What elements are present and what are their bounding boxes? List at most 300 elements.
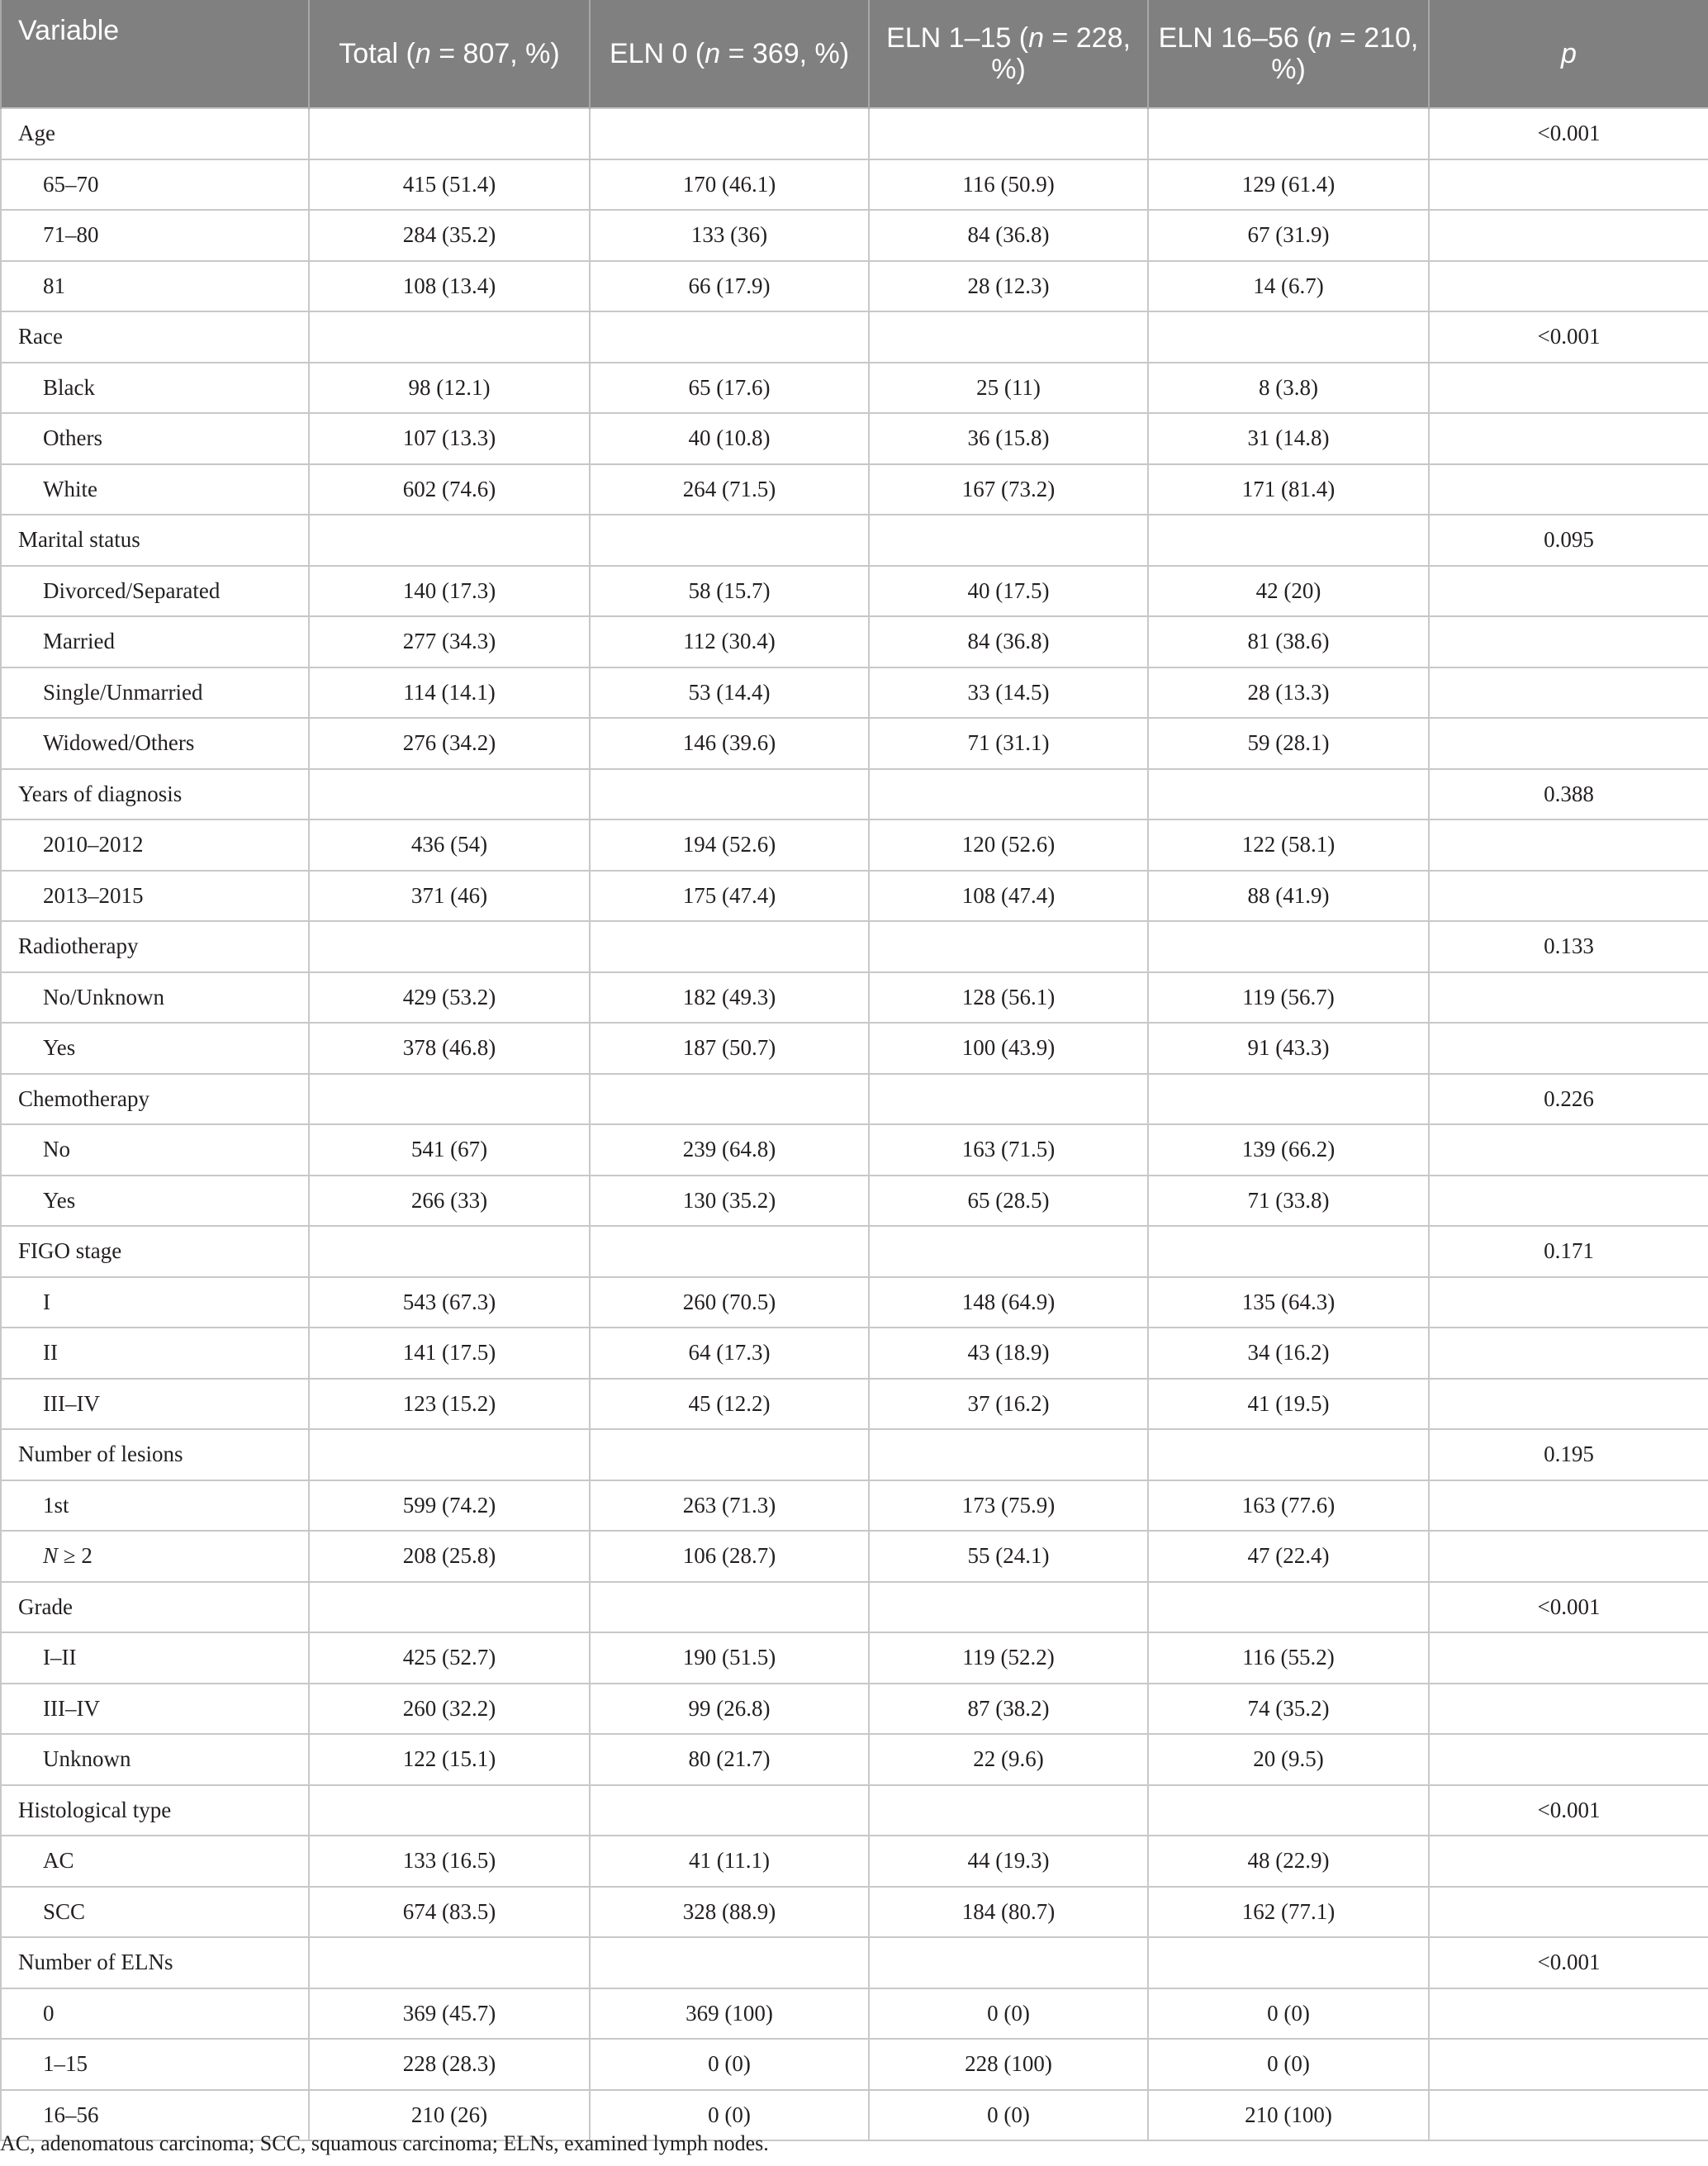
cell-value: 378 (46.8) bbox=[309, 1023, 590, 1074]
header-text: ELN 0 ( bbox=[609, 38, 705, 69]
cell-value: 369 (45.7) bbox=[309, 1988, 590, 2040]
table-row bbox=[1, 1531, 1708, 1582]
cell-value: 120 (52.6) bbox=[869, 819, 1148, 871]
p-value: 0.388 bbox=[1429, 769, 1708, 820]
p-value bbox=[1429, 261, 1708, 312]
row-label: SCC bbox=[1, 1887, 309, 1938]
cell-value: 190 (51.5) bbox=[590, 1632, 869, 1684]
cell-value: 116 (50.9) bbox=[869, 159, 1148, 211]
cell-value bbox=[1148, 769, 1429, 820]
header-italic-text: p bbox=[1561, 38, 1577, 69]
cell-value: 37 (16.2) bbox=[869, 1379, 1148, 1430]
cell-value: 107 (13.3) bbox=[309, 413, 590, 464]
cell-value: 106 (28.7) bbox=[590, 1531, 869, 1582]
row-label: III–IV bbox=[1, 1379, 309, 1430]
row-label: Number of lesions bbox=[1, 1429, 309, 1480]
cell-value bbox=[1148, 1074, 1429, 1125]
cell-value bbox=[309, 311, 590, 363]
row-label: 2013–2015 bbox=[1, 871, 309, 922]
cell-value bbox=[590, 1429, 869, 1480]
table-row bbox=[1, 1836, 1708, 1887]
cell-value: 84 (36.8) bbox=[869, 616, 1148, 667]
cell-value: 31 (14.8) bbox=[1148, 413, 1429, 464]
p-value bbox=[1429, 819, 1708, 871]
table-row bbox=[1, 819, 1708, 871]
p-value bbox=[1429, 1176, 1708, 1227]
table-row bbox=[1, 413, 1708, 464]
row-label: No/Unknown bbox=[1, 972, 309, 1024]
cell-value: 28 (12.3) bbox=[869, 261, 1148, 312]
cell-value: 8 (3.8) bbox=[1148, 363, 1429, 414]
cell-value bbox=[590, 921, 869, 972]
p-value bbox=[1429, 1328, 1708, 1379]
row-label: 65–70 bbox=[1, 159, 309, 211]
cell-value: 277 (34.3) bbox=[309, 616, 590, 667]
row-label: 1st bbox=[1, 1480, 309, 1532]
header-italic-text: n bbox=[1028, 22, 1044, 54]
row-label: Number of ELNs bbox=[1, 1937, 309, 1988]
cell-value: 112 (30.4) bbox=[590, 616, 869, 667]
cell-value: 429 (53.2) bbox=[309, 972, 590, 1024]
p-value bbox=[1429, 2039, 1708, 2090]
cell-value: 276 (34.2) bbox=[309, 718, 590, 769]
column-header-0 bbox=[1, 0, 309, 108]
cell-value: 43 (18.9) bbox=[869, 1328, 1148, 1379]
p-value: <0.001 bbox=[1429, 1582, 1708, 1633]
table-row bbox=[1, 1176, 1708, 1227]
cell-value bbox=[590, 1937, 869, 1988]
p-value bbox=[1429, 972, 1708, 1024]
column-header-5 bbox=[1429, 0, 1708, 108]
group-row bbox=[1, 1226, 1708, 1277]
cell-value bbox=[869, 1226, 1148, 1277]
group-row bbox=[1, 1429, 1708, 1480]
row-label: Married bbox=[1, 616, 309, 667]
cell-value bbox=[309, 1226, 590, 1277]
table-header bbox=[1, 0, 1708, 108]
header-italic-text: n bbox=[415, 38, 431, 69]
p-value bbox=[1429, 718, 1708, 769]
cell-value: 119 (56.7) bbox=[1148, 972, 1429, 1024]
cell-value: 602 (74.6) bbox=[309, 464, 590, 515]
header-text-suffix: = 807, %) bbox=[430, 38, 560, 69]
p-value: 0.226 bbox=[1429, 1074, 1708, 1125]
cell-value: 284 (35.2) bbox=[309, 210, 590, 261]
cell-value: 40 (17.5) bbox=[869, 566, 1148, 617]
p-value bbox=[1429, 616, 1708, 667]
row-label: No bbox=[1, 1124, 309, 1176]
cell-value bbox=[1148, 1785, 1429, 1836]
cell-value: 210 (100) bbox=[1148, 2090, 1429, 2141]
cell-value bbox=[869, 769, 1148, 820]
cell-value: 87 (38.2) bbox=[869, 1684, 1148, 1735]
group-row bbox=[1, 921, 1708, 972]
cell-value: 208 (25.8) bbox=[309, 1531, 590, 1582]
cell-value: 228 (100) bbox=[869, 2039, 1148, 2090]
header-row bbox=[1, 0, 1708, 108]
row-label: Yes bbox=[1, 1176, 309, 1227]
cell-value bbox=[1148, 1429, 1429, 1480]
cell-value: 0 (0) bbox=[590, 2039, 869, 2090]
p-value bbox=[1429, 667, 1708, 719]
cell-value: 20 (9.5) bbox=[1148, 1734, 1429, 1785]
cell-value: 108 (47.4) bbox=[869, 871, 1148, 922]
cell-value: 44 (19.3) bbox=[869, 1836, 1148, 1887]
cell-value: 80 (21.7) bbox=[590, 1734, 869, 1785]
row-label: Single/Unmarried bbox=[1, 667, 309, 719]
cell-value: 41 (19.5) bbox=[1148, 1379, 1429, 1430]
cell-value: 53 (14.4) bbox=[590, 667, 869, 719]
cell-value bbox=[309, 1074, 590, 1125]
p-value: <0.001 bbox=[1429, 108, 1708, 159]
header-italic-text: n bbox=[705, 38, 721, 69]
header-text-suffix: = 228, %) bbox=[991, 22, 1131, 85]
table-row bbox=[1, 1379, 1708, 1430]
cell-value: 108 (13.4) bbox=[309, 261, 590, 312]
cell-value: 674 (83.5) bbox=[309, 1887, 590, 1938]
cell-value bbox=[1148, 921, 1429, 972]
row-label: Black bbox=[1, 363, 309, 414]
row-label: 2010–2012 bbox=[1, 819, 309, 871]
header-text-suffix: = 210, %) bbox=[1271, 22, 1419, 85]
cell-value: 100 (43.9) bbox=[869, 1023, 1148, 1074]
group-row bbox=[1, 311, 1708, 363]
cell-value: 123 (15.2) bbox=[309, 1379, 590, 1430]
cell-value: 116 (55.2) bbox=[1148, 1632, 1429, 1684]
row-label: Age bbox=[1, 108, 309, 159]
cell-value: 128 (56.1) bbox=[869, 972, 1148, 1024]
cell-value: 133 (36) bbox=[590, 210, 869, 261]
p-value bbox=[1429, 210, 1708, 261]
cell-value: 260 (32.2) bbox=[309, 1684, 590, 1735]
cell-value: 173 (75.9) bbox=[869, 1480, 1148, 1532]
table-row bbox=[1, 363, 1708, 414]
cell-value: 114 (14.1) bbox=[309, 667, 590, 719]
row-label: Race bbox=[1, 311, 309, 363]
p-value bbox=[1429, 2090, 1708, 2141]
cell-value: 65 (28.5) bbox=[869, 1176, 1148, 1227]
cell-value: 369 (100) bbox=[590, 1988, 869, 2040]
table-row bbox=[1, 1734, 1708, 1785]
cell-value bbox=[309, 1785, 590, 1836]
cell-value bbox=[869, 1429, 1148, 1480]
cell-value: 239 (64.8) bbox=[590, 1124, 869, 1176]
cell-value: 41 (11.1) bbox=[590, 1836, 869, 1887]
cell-value bbox=[309, 515, 590, 566]
p-value bbox=[1429, 1632, 1708, 1684]
cell-value: 135 (64.3) bbox=[1148, 1277, 1429, 1328]
table-footnote: AC, adenomatous carcinoma; SCC, squamous carcinoma; ELNs, examined lymph nodes. bbox=[0, 2131, 769, 2155]
header-text: ELN 16–56 ( bbox=[1158, 22, 1317, 54]
row-label: White bbox=[1, 464, 309, 515]
cell-value bbox=[869, 515, 1148, 566]
cell-value: 25 (11) bbox=[869, 363, 1148, 414]
cell-value bbox=[590, 311, 869, 363]
cell-value bbox=[590, 515, 869, 566]
p-value bbox=[1429, 1480, 1708, 1532]
cell-value: 14 (6.7) bbox=[1148, 261, 1429, 312]
cell-value: 328 (88.9) bbox=[590, 1887, 869, 1938]
cell-value bbox=[309, 1429, 590, 1480]
column-header-1 bbox=[309, 0, 590, 108]
cell-value: 371 (46) bbox=[309, 871, 590, 922]
header-text-suffix: = 369, %) bbox=[720, 38, 850, 69]
cell-value: 45 (12.2) bbox=[590, 1379, 869, 1430]
cell-value: 175 (47.4) bbox=[590, 871, 869, 922]
cell-value: 22 (9.6) bbox=[869, 1734, 1148, 1785]
column-header-3 bbox=[869, 0, 1148, 108]
cell-value: 58 (15.7) bbox=[590, 566, 869, 617]
cell-value bbox=[1148, 108, 1429, 159]
cell-value bbox=[1148, 515, 1429, 566]
cell-value bbox=[590, 1226, 869, 1277]
header-text: Variable bbox=[18, 15, 120, 46]
cell-value: 67 (31.9) bbox=[1148, 210, 1429, 261]
cell-value bbox=[309, 108, 590, 159]
cell-value bbox=[590, 769, 869, 820]
cell-value: 0 (0) bbox=[590, 2090, 869, 2141]
cell-value: 543 (67.3) bbox=[309, 1277, 590, 1328]
cell-value: 541 (67) bbox=[309, 1124, 590, 1176]
p-value bbox=[1429, 1023, 1708, 1074]
cell-value: 415 (51.4) bbox=[309, 159, 590, 211]
cell-value: 71 (33.8) bbox=[1148, 1176, 1429, 1227]
p-value bbox=[1429, 1531, 1708, 1582]
cell-value: 99 (26.8) bbox=[590, 1684, 869, 1735]
cell-value: 162 (77.1) bbox=[1148, 1887, 1429, 1938]
p-value bbox=[1429, 871, 1708, 922]
cell-value: 167 (73.2) bbox=[869, 464, 1148, 515]
cell-value: 119 (52.2) bbox=[869, 1632, 1148, 1684]
cell-value: 0 (0) bbox=[1148, 1988, 1429, 2040]
p-value bbox=[1429, 1836, 1708, 1887]
cell-value: 140 (17.3) bbox=[309, 566, 590, 617]
table-row bbox=[1, 464, 1708, 515]
table-row bbox=[1, 1988, 1708, 2040]
group-row bbox=[1, 1937, 1708, 1988]
p-value: 0.171 bbox=[1429, 1226, 1708, 1277]
p-value bbox=[1429, 1277, 1708, 1328]
row-label: Unknown bbox=[1, 1734, 309, 1785]
cell-value: 436 (54) bbox=[309, 819, 590, 871]
table-row bbox=[1, 871, 1708, 922]
cell-value: 129 (61.4) bbox=[1148, 159, 1429, 211]
row-label-italic: N bbox=[43, 1543, 59, 1569]
cell-value: 71 (31.1) bbox=[869, 718, 1148, 769]
row-label: Widowed/Others bbox=[1, 718, 309, 769]
cell-value: 130 (35.2) bbox=[590, 1176, 869, 1227]
group-row bbox=[1, 1074, 1708, 1125]
p-value: 0.133 bbox=[1429, 921, 1708, 972]
row-label: 0 bbox=[1, 1988, 309, 2040]
row-label: 71–80 bbox=[1, 210, 309, 261]
cell-value bbox=[869, 1074, 1148, 1125]
cell-value bbox=[309, 1937, 590, 1988]
cell-value bbox=[1148, 311, 1429, 363]
row-label bbox=[1, 1531, 309, 1582]
header-text: ELN 1–15 ( bbox=[886, 22, 1029, 54]
table-row bbox=[1, 1124, 1708, 1176]
cell-value: 163 (71.5) bbox=[869, 1124, 1148, 1176]
column-header-4 bbox=[1148, 0, 1429, 108]
row-label: Years of diagnosis bbox=[1, 769, 309, 820]
cell-value: 81 (38.6) bbox=[1148, 616, 1429, 667]
table-row bbox=[1, 566, 1708, 617]
cell-value: 0 (0) bbox=[869, 1988, 1148, 2040]
row-label: Divorced/Separated bbox=[1, 566, 309, 617]
cell-value: 65 (17.6) bbox=[590, 363, 869, 414]
cell-value bbox=[1148, 1582, 1429, 1633]
cell-value: 264 (71.5) bbox=[590, 464, 869, 515]
row-label: II bbox=[1, 1328, 309, 1379]
row-label: FIGO stage bbox=[1, 1226, 309, 1277]
p-value bbox=[1429, 566, 1708, 617]
table-row bbox=[1, 1887, 1708, 1938]
cell-value bbox=[309, 1582, 590, 1633]
cell-value: 182 (49.3) bbox=[590, 972, 869, 1024]
cell-value: 133 (16.5) bbox=[309, 1836, 590, 1887]
header-text: Total ( bbox=[339, 38, 415, 69]
cell-value bbox=[869, 311, 1148, 363]
cell-value bbox=[590, 1582, 869, 1633]
table-row bbox=[1, 718, 1708, 769]
cell-value: 66 (17.9) bbox=[590, 261, 869, 312]
column-header-2 bbox=[590, 0, 869, 108]
cell-value: 98 (12.1) bbox=[309, 363, 590, 414]
cell-value: 122 (15.1) bbox=[309, 1734, 590, 1785]
p-value bbox=[1429, 159, 1708, 211]
row-label: 1–15 bbox=[1, 2039, 309, 2090]
header-italic-text: n bbox=[1316, 22, 1332, 54]
cell-value bbox=[1148, 1226, 1429, 1277]
cell-value: 187 (50.7) bbox=[590, 1023, 869, 1074]
row-label: Marital status bbox=[1, 515, 309, 566]
cell-value: 0 (0) bbox=[869, 2090, 1148, 2141]
p-value bbox=[1429, 1988, 1708, 2040]
group-row bbox=[1, 1785, 1708, 1836]
table-row bbox=[1, 1480, 1708, 1532]
group-row bbox=[1, 1582, 1708, 1633]
table-row bbox=[1, 972, 1708, 1024]
cell-value: 88 (41.9) bbox=[1148, 871, 1429, 922]
row-label: III–IV bbox=[1, 1684, 309, 1735]
group-row bbox=[1, 108, 1708, 159]
row-label: Radiotherapy bbox=[1, 921, 309, 972]
cell-value: 33 (14.5) bbox=[869, 667, 1148, 719]
p-value bbox=[1429, 413, 1708, 464]
cell-value: 210 (26) bbox=[309, 2090, 590, 2141]
p-value bbox=[1429, 1379, 1708, 1430]
row-label: AC bbox=[1, 1836, 309, 1887]
table-row bbox=[1, 1684, 1708, 1735]
cell-value bbox=[869, 1582, 1148, 1633]
table-row bbox=[1, 1632, 1708, 1684]
cell-value: 34 (16.2) bbox=[1148, 1328, 1429, 1379]
cell-value: 228 (28.3) bbox=[309, 2039, 590, 2090]
cell-value: 74 (35.2) bbox=[1148, 1684, 1429, 1735]
cell-value bbox=[869, 1785, 1148, 1836]
cell-value: 170 (46.1) bbox=[590, 159, 869, 211]
cell-value: 148 (64.9) bbox=[869, 1277, 1148, 1328]
cell-value: 139 (66.2) bbox=[1148, 1124, 1429, 1176]
cell-value bbox=[590, 1074, 869, 1125]
row-label: I bbox=[1, 1277, 309, 1328]
table-row bbox=[1, 667, 1708, 719]
table-row bbox=[1, 1328, 1708, 1379]
cell-value bbox=[869, 921, 1148, 972]
row-label: I–II bbox=[1, 1632, 309, 1684]
p-value: 0.095 bbox=[1429, 515, 1708, 566]
cell-value: 40 (10.8) bbox=[590, 413, 869, 464]
cell-value: 28 (13.3) bbox=[1148, 667, 1429, 719]
cell-value bbox=[590, 1785, 869, 1836]
cell-value: 42 (20) bbox=[1148, 566, 1429, 617]
cell-value bbox=[1148, 1937, 1429, 1988]
cell-value: 91 (43.3) bbox=[1148, 1023, 1429, 1074]
cell-value: 36 (15.8) bbox=[869, 413, 1148, 464]
row-label: Histological type bbox=[1, 1785, 309, 1836]
p-value bbox=[1429, 1124, 1708, 1176]
cell-value: 84 (36.8) bbox=[869, 210, 1148, 261]
cell-value: 184 (80.7) bbox=[869, 1887, 1148, 1938]
cell-value: 266 (33) bbox=[309, 1176, 590, 1227]
cell-value: 64 (17.3) bbox=[590, 1328, 869, 1379]
cell-value: 141 (17.5) bbox=[309, 1328, 590, 1379]
row-label: Grade bbox=[1, 1582, 309, 1633]
cell-value: 171 (81.4) bbox=[1148, 464, 1429, 515]
table-body bbox=[1, 108, 1708, 2140]
p-value bbox=[1429, 464, 1708, 515]
p-value bbox=[1429, 363, 1708, 414]
table-row bbox=[1, 159, 1708, 211]
cell-value: 48 (22.9) bbox=[1148, 1836, 1429, 1887]
row-label-suffix: ≥ 2 bbox=[58, 1543, 93, 1569]
cell-value bbox=[869, 108, 1148, 159]
row-label: Yes bbox=[1, 1023, 309, 1074]
cell-value bbox=[869, 1937, 1148, 1988]
p-value: 0.195 bbox=[1429, 1429, 1708, 1480]
cell-value: 47 (22.4) bbox=[1148, 1531, 1429, 1582]
cell-value: 425 (52.7) bbox=[309, 1632, 590, 1684]
group-row bbox=[1, 769, 1708, 820]
cell-value: 163 (77.6) bbox=[1148, 1480, 1429, 1532]
table-row bbox=[1, 210, 1708, 261]
cell-value: 146 (39.6) bbox=[590, 718, 869, 769]
cell-value: 59 (28.1) bbox=[1148, 718, 1429, 769]
cell-value: 122 (58.1) bbox=[1148, 819, 1429, 871]
p-value: <0.001 bbox=[1429, 1937, 1708, 1988]
group-row bbox=[1, 515, 1708, 566]
p-value bbox=[1429, 1684, 1708, 1735]
table-row bbox=[1, 2039, 1708, 2090]
p-value bbox=[1429, 1734, 1708, 1785]
cell-value bbox=[309, 921, 590, 972]
row-label: Chemotherapy bbox=[1, 1074, 309, 1125]
row-label: 16–56 bbox=[1, 2090, 309, 2141]
table-row bbox=[1, 1023, 1708, 1074]
cell-value: 263 (71.3) bbox=[590, 1480, 869, 1532]
table-row bbox=[1, 261, 1708, 312]
p-value bbox=[1429, 1887, 1708, 1938]
cell-value: 55 (24.1) bbox=[869, 1531, 1148, 1582]
cell-value: 0 (0) bbox=[1148, 2039, 1429, 2090]
table-row bbox=[1, 1277, 1708, 1328]
row-label: Others bbox=[1, 413, 309, 464]
table-row bbox=[1, 616, 1708, 667]
cell-value bbox=[590, 108, 869, 159]
cell-value bbox=[309, 769, 590, 820]
cell-value: 599 (74.2) bbox=[309, 1480, 590, 1532]
